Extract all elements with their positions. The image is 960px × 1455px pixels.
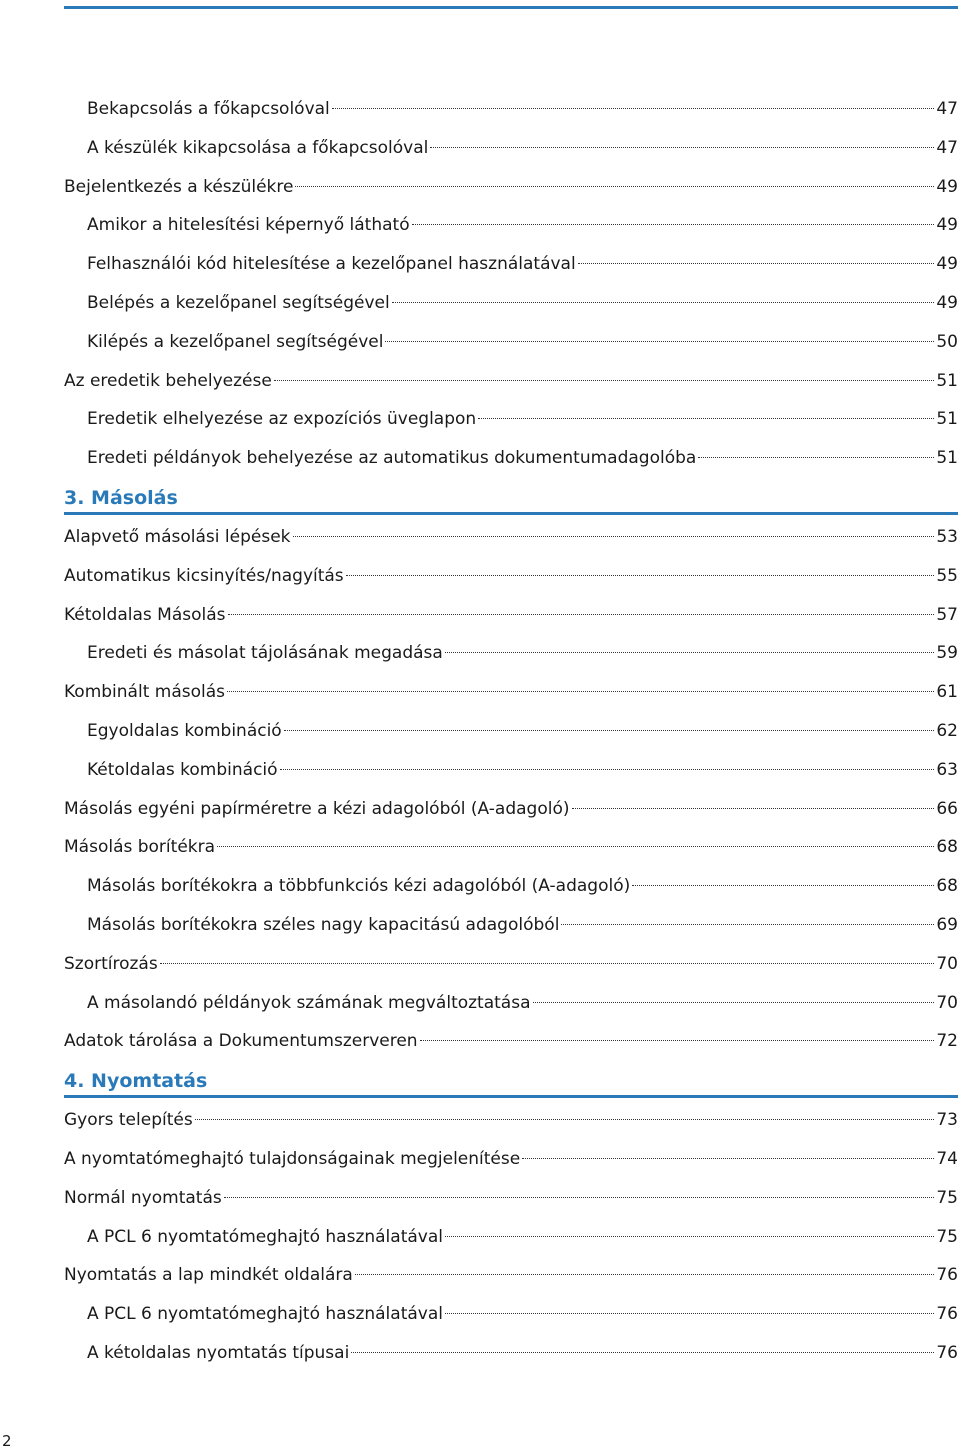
toc-entry-page: 76 (936, 1265, 958, 1286)
dot-leader (355, 1274, 935, 1275)
toc-entry-page: 69 (936, 914, 958, 935)
toc-entry-page: 62 (936, 720, 958, 741)
toc-entry-title: Adatok tárolása a Dokumentumszerveren (64, 1031, 418, 1052)
toc-entry-page: 55 (936, 565, 958, 586)
toc-entry-page: 76 (936, 1304, 958, 1325)
dot-leader (445, 1236, 934, 1237)
toc-entry[interactable] (64, 518, 958, 557)
toc-entry-page: 70 (936, 992, 958, 1013)
toc-entry-page: 50 (936, 331, 958, 352)
dot-leader (217, 846, 934, 847)
toc-entry-title: Gyors telepítés (64, 1110, 193, 1131)
toc-entry[interactable] (64, 867, 958, 906)
toc-entry[interactable] (64, 323, 958, 362)
toc-entry[interactable] (64, 1140, 958, 1179)
toc-entry-title: Eredeti példányok behelyezése az automatikus dokumentumadagolóba (87, 448, 697, 469)
toc-entry[interactable] (64, 828, 958, 867)
toc-entry[interactable] (64, 90, 958, 129)
dot-leader (561, 924, 934, 925)
toc-entry[interactable] (64, 712, 958, 751)
toc-entry-title: Másolás borítékokra a többfunkciós kézi adagolóból (A-adagoló) (87, 876, 631, 897)
toc-entry-page: 53 (936, 526, 958, 547)
toc-entry[interactable] (64, 168, 958, 207)
toc-entry-page: 75 (936, 1226, 958, 1247)
dot-leader (385, 341, 934, 342)
toc-entry-title: Amikor a hitelesítési képernyő látható (87, 215, 410, 236)
toc-entry[interactable] (64, 245, 958, 284)
dot-leader (227, 691, 934, 692)
toc-entry[interactable] (64, 1295, 958, 1334)
toc-entry[interactable] (64, 945, 958, 984)
toc-entry-page: 66 (936, 798, 958, 819)
dot-leader (445, 1313, 934, 1314)
toc-entry-page: 61 (936, 682, 958, 703)
toc-entry-page: 49 (936, 254, 958, 275)
dot-leader (392, 302, 935, 303)
dot-leader (195, 1119, 935, 1120)
dot-leader (228, 614, 935, 615)
toc-entry-page: 49 (936, 176, 958, 197)
toc-entry-page: 72 (936, 1031, 958, 1052)
toc-entry-title: A PCL 6 nyomtatómeghajtó használatával (87, 1304, 443, 1325)
toc-entry-title: A PCL 6 nyomtatómeghajtó használatával (87, 1226, 443, 1247)
toc-entry-page: 47 (936, 137, 958, 158)
toc-entry[interactable] (64, 984, 958, 1023)
toc-entry[interactable] (64, 790, 958, 829)
dot-leader (293, 536, 935, 537)
toc-entry-page: 75 (936, 1187, 958, 1208)
toc-entry[interactable] (64, 1218, 958, 1257)
toc-entry-title: A készülék kikapcsolása a főkapcsolóval (87, 137, 429, 158)
toc-entry[interactable] (64, 557, 958, 596)
toc-entry-title: Normál nyomtatás (64, 1187, 222, 1208)
toc-entry[interactable] (64, 1101, 958, 1140)
dot-leader (332, 108, 935, 109)
toc-entry-page: 76 (936, 1342, 958, 1363)
toc-entry-page: 70 (936, 953, 958, 974)
dot-leader (224, 1197, 935, 1198)
toc-entry[interactable] (64, 1334, 958, 1373)
dot-leader (295, 186, 934, 187)
dot-leader (445, 652, 935, 653)
toc-entry[interactable] (64, 634, 958, 673)
toc-entry-page: 74 (936, 1148, 958, 1169)
toc-entry-title: Alapvető másolási lépések (64, 526, 291, 547)
dot-leader (522, 1158, 934, 1159)
toc-entry-title: Egyoldalas kombináció (87, 720, 282, 741)
toc-entry-title: Felhasználói kód hitelesítése a kezelőpanel használatával (87, 254, 576, 275)
toc-entry-title: Eredeti és másolat tájolásának megadása (87, 643, 443, 664)
dot-leader (430, 147, 934, 148)
toc-entry[interactable] (64, 673, 958, 712)
toc-entry-page: 49 (936, 292, 958, 313)
table-of-contents (64, 90, 958, 1373)
toc-entry-title: Az eredetik behelyezése (64, 370, 272, 391)
toc-entry[interactable] (64, 751, 958, 790)
toc-entry[interactable] (64, 1256, 958, 1295)
dot-leader (698, 457, 934, 458)
toc-entry-title: Szortírozás (64, 953, 158, 974)
toc-entry[interactable] (64, 1179, 958, 1218)
toc-entry-page: 68 (936, 876, 958, 897)
dot-leader (412, 224, 935, 225)
toc-entry-title: Kétoldalas kombináció (87, 759, 278, 780)
dot-leader (632, 885, 934, 886)
dot-leader (160, 963, 935, 964)
chapter-heading: 3. Másolás (64, 478, 958, 518)
dot-leader (274, 380, 935, 381)
toc-entry[interactable] (64, 400, 958, 439)
toc-entry[interactable] (64, 906, 958, 945)
toc-entry-title: Másolás borítékra (64, 837, 216, 858)
toc-entry-title: Bekapcsolás a főkapcsolóval (87, 99, 330, 119)
toc-entry[interactable] (64, 439, 958, 478)
dot-leader (280, 769, 935, 770)
toc-entry-page: 49 (936, 215, 958, 236)
toc-entry-title: Nyomtatás a lap mindkét oldalára (64, 1265, 353, 1286)
dot-leader (420, 1040, 935, 1041)
dot-leader (351, 1352, 934, 1353)
toc-entry[interactable] (64, 362, 958, 401)
dot-leader (578, 263, 935, 264)
toc-entry[interactable] (64, 284, 958, 323)
dot-leader (346, 575, 935, 576)
toc-entry-page: 51 (936, 448, 958, 469)
top-rule (64, 6, 958, 9)
toc-entry-title: Másolás egyéni papírméretre a kézi adagolóból (A-adagoló) (64, 798, 570, 819)
toc-entry-title: Automatikus kicsinyítés/nagyítás (64, 565, 344, 586)
toc-entry-title: Bejelentkezés a készülékre (64, 176, 294, 197)
dot-leader (533, 1002, 935, 1003)
toc-entry-title: Kétoldalas Másolás (64, 604, 226, 625)
toc-entry-title: Másolás borítékokra széles nagy kapacitású adagolóból (87, 914, 560, 935)
toc-entry[interactable] (64, 596, 958, 635)
dot-leader (572, 808, 935, 809)
toc-entry-page: 47 (936, 99, 958, 119)
toc-entry[interactable] (64, 206, 958, 245)
toc-entry-title: Eredetik elhelyezése az expozíciós üveglapon (87, 409, 477, 430)
toc-entry-title: A kétoldalas nyomtatás típusai (87, 1342, 350, 1363)
toc-entry-title: Kilépés a kezelőpanel segítségével (87, 331, 384, 352)
toc-entry-title: Kombinált másolás (64, 682, 225, 703)
toc-entry-page: 63 (936, 759, 958, 780)
toc-entry-page: 73 (936, 1110, 958, 1131)
toc-entry-page: 51 (936, 370, 958, 391)
toc-entry[interactable] (64, 129, 958, 168)
toc-entry-title: A nyomtatómeghajtó tulajdonságainak megjelenítése (64, 1148, 521, 1169)
toc-entry-page: 59 (936, 643, 958, 664)
dot-leader (478, 418, 934, 419)
toc-entry-page: 57 (936, 604, 958, 625)
page-number: 2 (2, 1432, 12, 1450)
toc-entry-title: A másolandó példányok számának megváltoztatása (87, 992, 531, 1013)
dot-leader (284, 730, 935, 731)
toc-entry-title: Belépés a kezelőpanel segítségével (87, 292, 390, 313)
toc-entry-page: 68 (936, 837, 958, 858)
toc-entry[interactable] (64, 1022, 958, 1061)
toc-entry-page: 51 (936, 409, 958, 430)
chapter-heading: 4. Nyomtatás (64, 1061, 958, 1101)
